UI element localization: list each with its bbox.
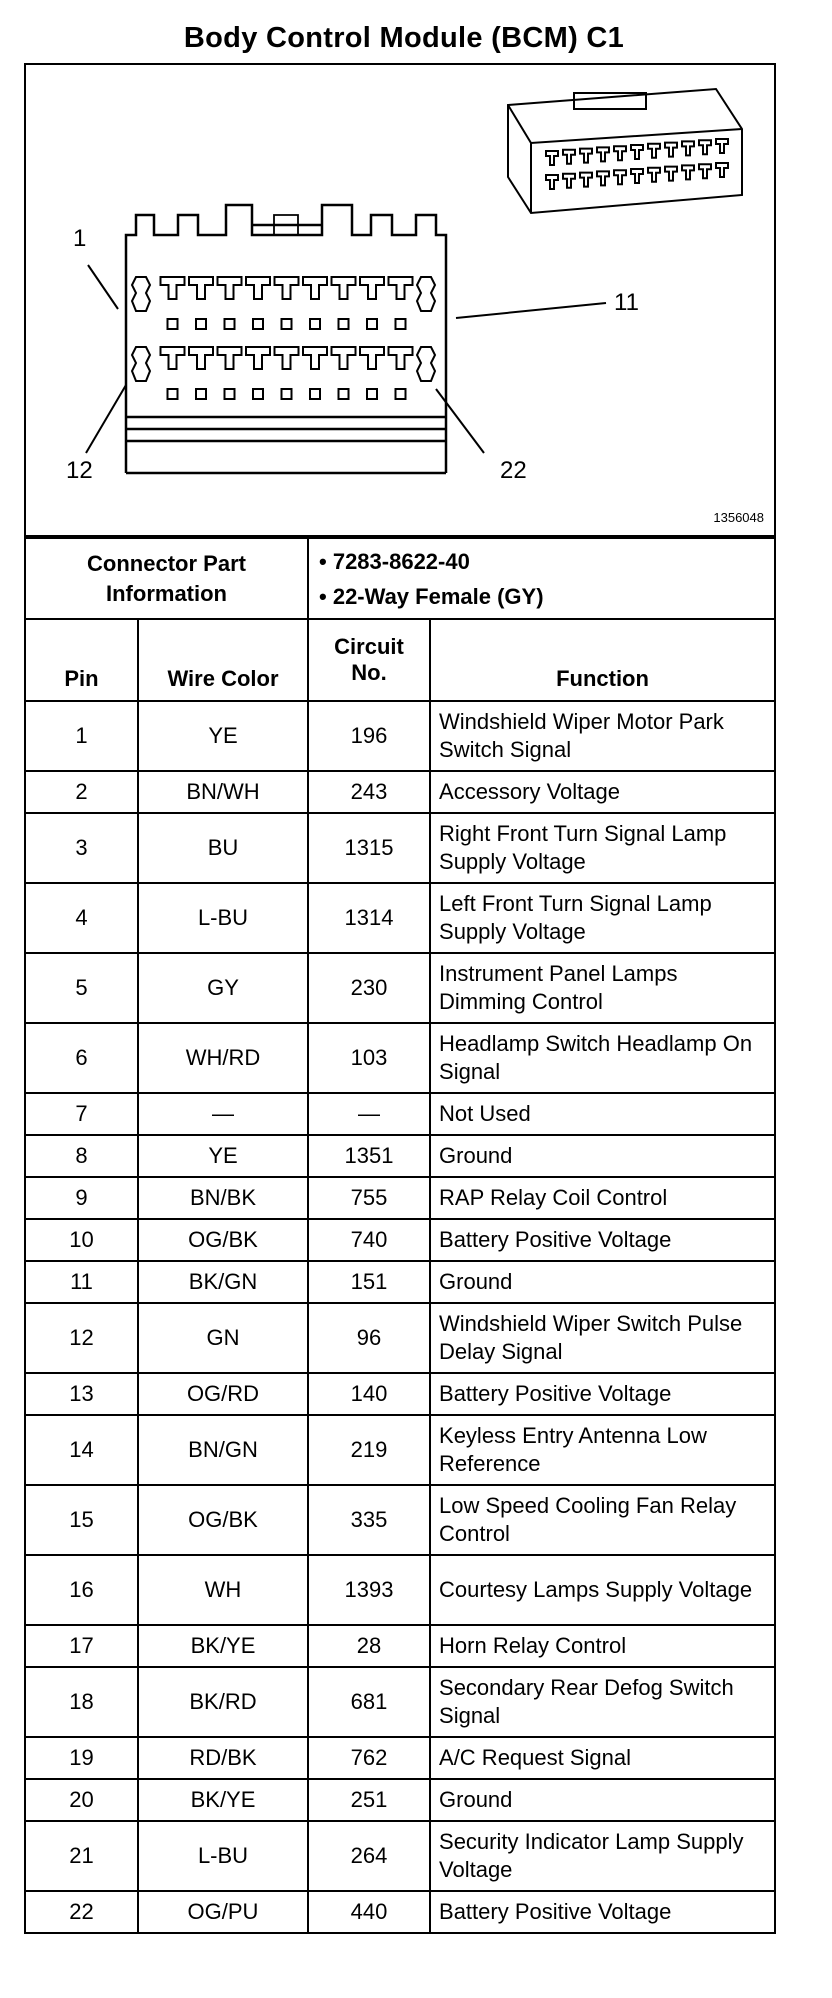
- table-row: [26, 1779, 774, 1821]
- wire-color-cell: YE: [138, 701, 308, 771]
- pin-cell: 1: [26, 701, 138, 771]
- circuit-cell: 440: [308, 1891, 430, 1932]
- connector-description: • 22-Way Female (GY): [319, 583, 544, 609]
- circuit-cell: 681: [308, 1667, 430, 1737]
- connector-document: [24, 63, 776, 1934]
- wire-color-cell: GY: [138, 953, 308, 1023]
- pin-cell: 8: [26, 1135, 138, 1177]
- table-row: [26, 1891, 774, 1932]
- wire-color-cell: YE: [138, 1135, 308, 1177]
- header-wire-color: Wire Color: [138, 619, 308, 701]
- function-cell: Secondary Rear Defog Switch Signal: [430, 1667, 774, 1737]
- table-row: [26, 1373, 774, 1415]
- table-row: [26, 1023, 774, 1093]
- circuit-cell: 28: [308, 1625, 430, 1667]
- connector-face-view: [126, 205, 446, 473]
- table-row: [26, 1625, 774, 1667]
- circuit-cell: 1351: [308, 1135, 430, 1177]
- table-row: [26, 813, 774, 883]
- pin-cell: 6: [26, 1023, 138, 1093]
- pin-cell: 19: [26, 1737, 138, 1779]
- header-function: Function: [430, 619, 774, 701]
- circuit-cell: 230: [308, 953, 430, 1023]
- table-row: [26, 1093, 774, 1135]
- function-cell: Windshield Wiper Switch Pulse Delay Signal: [430, 1303, 774, 1373]
- callout-pin-12: 12: [66, 457, 93, 484]
- pin-cell: 13: [26, 1373, 138, 1415]
- function-cell: Battery Positive Voltage: [430, 1219, 774, 1261]
- function-cell: Instrument Panel Lamps Dimming Control: [430, 953, 774, 1023]
- function-cell: RAP Relay Coil Control: [430, 1177, 774, 1219]
- wire-color-cell: WH/RD: [138, 1023, 308, 1093]
- pin-cell: 12: [26, 1303, 138, 1373]
- circuit-cell: 755: [308, 1177, 430, 1219]
- pin-cell: 11: [26, 1261, 138, 1303]
- pin-cell: 14: [26, 1415, 138, 1485]
- wire-color-cell: RD/BK: [138, 1737, 308, 1779]
- circuit-cell: 264: [308, 1821, 430, 1891]
- pin-cell: 9: [26, 1177, 138, 1219]
- circuit-cell: 151: [308, 1261, 430, 1303]
- wire-color-cell: GN: [138, 1303, 308, 1373]
- table-row: [26, 771, 774, 813]
- circuit-cell: 96: [308, 1303, 430, 1373]
- function-cell: Low Speed Cooling Fan Relay Control: [430, 1485, 774, 1555]
- wire-color-cell: BK/GN: [138, 1261, 308, 1303]
- circuit-cell: 762: [308, 1737, 430, 1779]
- connector-figure: [26, 65, 774, 537]
- function-cell: Accessory Voltage: [430, 771, 774, 813]
- wire-color-cell: OG/PU: [138, 1891, 308, 1932]
- pin-cell: 10: [26, 1219, 138, 1261]
- wire-color-cell: BN/WH: [138, 771, 308, 813]
- pin-cell: 4: [26, 883, 138, 953]
- function-cell: Left Front Turn Signal Lamp Supply Voltage: [430, 883, 774, 953]
- table-row: [26, 1135, 774, 1177]
- circuit-cell: —: [308, 1093, 430, 1135]
- table-row: [26, 1303, 774, 1373]
- wire-color-cell: BU: [138, 813, 308, 883]
- connector-perspective-view: [508, 89, 742, 213]
- function-cell: A/C Request Signal: [430, 1737, 774, 1779]
- function-cell: Security Indicator Lamp Supply Voltage: [430, 1821, 774, 1891]
- connector-illustration: [26, 65, 774, 535]
- circuit-cell: 219: [308, 1415, 430, 1485]
- pin-cell: 2: [26, 771, 138, 813]
- function-cell: Battery Positive Voltage: [430, 1891, 774, 1932]
- circuit-cell: 335: [308, 1485, 430, 1555]
- table-row: [26, 1177, 774, 1219]
- table-row: [26, 1821, 774, 1891]
- function-cell: Headlamp Switch Headlamp On Signal: [430, 1023, 774, 1093]
- wire-color-cell: BN/GN: [138, 1415, 308, 1485]
- table-row: [26, 1219, 774, 1261]
- table-body: [26, 701, 774, 1932]
- function-cell: Ground: [430, 1135, 774, 1177]
- wire-color-cell: BK/YE: [138, 1779, 308, 1821]
- table-row: [26, 883, 774, 953]
- pin-cell: 7: [26, 1093, 138, 1135]
- part-number: • 7283-8622-40: [319, 548, 470, 574]
- callout-leaders: [86, 265, 606, 453]
- circuit-cell: 1315: [308, 813, 430, 883]
- pin-cell: 17: [26, 1625, 138, 1667]
- circuit-cell: 1393: [308, 1555, 430, 1625]
- function-cell: Not Used: [430, 1093, 774, 1135]
- wire-color-cell: L-BU: [138, 1821, 308, 1891]
- function-cell: Windshield Wiper Motor Park Switch Signal: [430, 701, 774, 771]
- header-circuit-no: Circuit No.: [308, 619, 430, 701]
- table-row: [26, 1261, 774, 1303]
- circuit-cell: 251: [308, 1779, 430, 1821]
- wire-color-cell: BN/BK: [138, 1177, 308, 1219]
- connector-info-row: [26, 538, 774, 619]
- circuit-cell: 196: [308, 701, 430, 771]
- function-cell: Keyless Entry Antenna Low Reference: [430, 1415, 774, 1485]
- function-cell: Ground: [430, 1779, 774, 1821]
- function-cell: Battery Positive Voltage: [430, 1373, 774, 1415]
- pinout-table: [26, 537, 774, 1932]
- function-cell: Courtesy Lamps Supply Voltage: [430, 1555, 774, 1625]
- pin-cell: 5: [26, 953, 138, 1023]
- wire-color-cell: BK/RD: [138, 1667, 308, 1737]
- function-cell: Horn Relay Control: [430, 1625, 774, 1667]
- wire-color-cell: OG/BK: [138, 1219, 308, 1261]
- figure-id: 1356048: [713, 510, 764, 525]
- pin-cell: 16: [26, 1555, 138, 1625]
- table-row: [26, 701, 774, 771]
- header-pin: Pin: [26, 619, 138, 701]
- table-row: [26, 953, 774, 1023]
- connector-info-label: Connector Part Information: [26, 538, 308, 619]
- function-cell: Right Front Turn Signal Lamp Supply Voltage: [430, 813, 774, 883]
- wire-color-cell: —: [138, 1093, 308, 1135]
- callout-pin-22: 22: [500, 457, 527, 484]
- wire-color-cell: WH: [138, 1555, 308, 1625]
- table-row: [26, 1485, 774, 1555]
- pin-cell: 15: [26, 1485, 138, 1555]
- callout-pin-1: 1: [73, 225, 87, 252]
- table-header-row: [26, 619, 774, 701]
- table-row: [26, 1555, 774, 1625]
- pin-cell: 3: [26, 813, 138, 883]
- pin-cell: 22: [26, 1891, 138, 1932]
- page-title: Body Control Module (BCM) C1: [183, 22, 625, 54]
- table-row: [26, 1415, 774, 1485]
- circuit-cell: 1314: [308, 883, 430, 953]
- pin-cell: 20: [26, 1779, 138, 1821]
- pin-cell: 21: [26, 1821, 138, 1891]
- callout-pin-11: 11: [614, 289, 639, 316]
- function-cell: Ground: [430, 1261, 774, 1303]
- circuit-cell: 243: [308, 771, 430, 813]
- connector-info-values: [308, 538, 774, 619]
- wire-color-cell: OG/RD: [138, 1373, 308, 1415]
- circuit-cell: 740: [308, 1219, 430, 1261]
- pin-cell: 18: [26, 1667, 138, 1737]
- table-row: [26, 1737, 774, 1779]
- wire-color-cell: L-BU: [138, 883, 308, 953]
- wire-color-cell: OG/BK: [138, 1485, 308, 1555]
- circuit-cell: 140: [308, 1373, 430, 1415]
- wire-color-cell: BK/YE: [138, 1625, 308, 1667]
- table-row: [26, 1667, 774, 1737]
- circuit-cell: 103: [308, 1023, 430, 1093]
